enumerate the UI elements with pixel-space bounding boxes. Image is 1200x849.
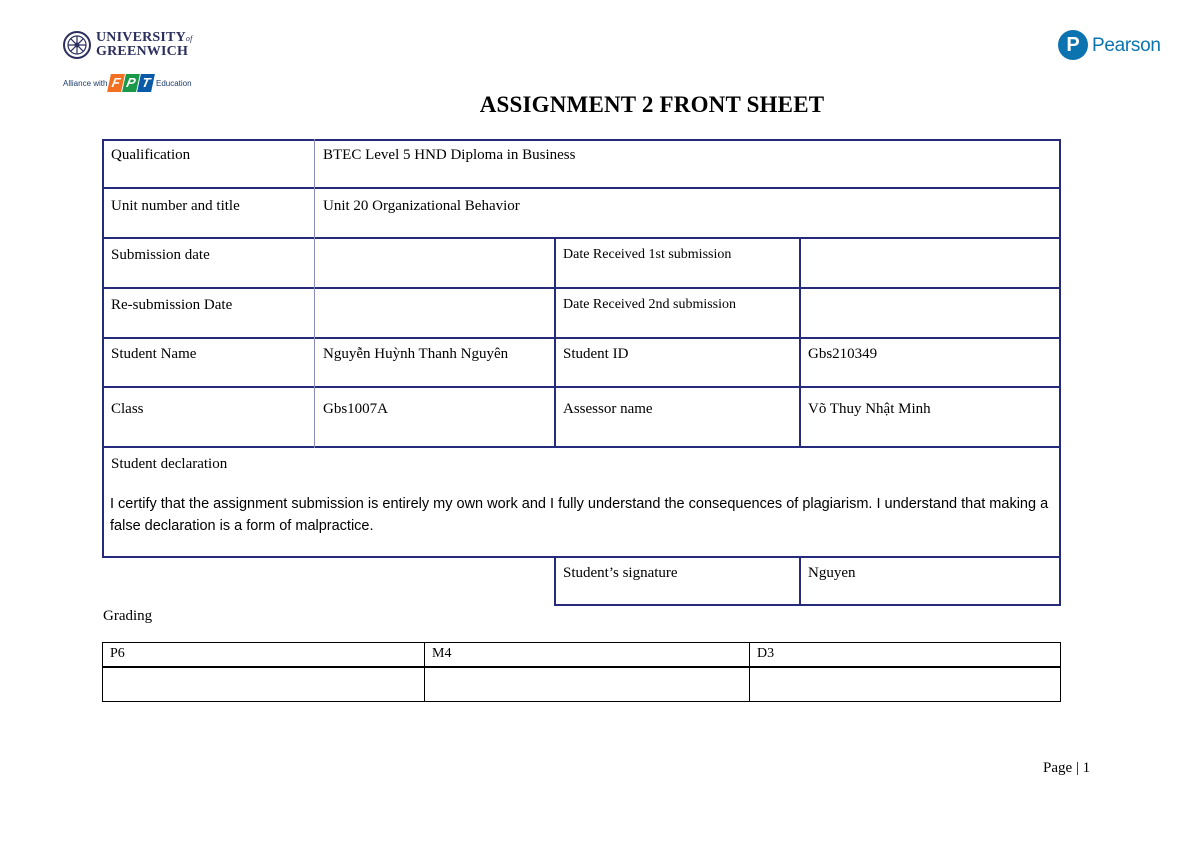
grading-table-border — [102, 642, 1061, 702]
grading-label: Grading — [103, 608, 153, 624]
pearson-p-icon: P — [1058, 30, 1088, 60]
grading-header-d3: D3 — [757, 646, 775, 661]
qualification-value: BTEC Level 5 HND Diploma in Business — [323, 147, 576, 163]
student-name-label: Student Name — [111, 346, 197, 362]
fpt-letter-f: F — [107, 74, 125, 92]
grid-line — [314, 139, 315, 189]
grid-line — [103, 139, 1061, 141]
grid-line — [799, 237, 801, 448]
student-id-value: Gbs210349 — [808, 346, 878, 362]
grading-col-divider — [749, 642, 750, 702]
grid-line — [103, 237, 1061, 239]
signature-value: Nguyen — [808, 565, 856, 581]
grid-line — [314, 187, 315, 448]
grid-line — [1059, 139, 1061, 606]
unit-label: Unit number and title — [111, 198, 240, 214]
declaration-text: I certify that the assignment submission is entirely my own work and I fully understand the consequences of plagiarism. I understand that making a false declaration is a form of malpractice. — [110, 496, 1049, 534]
grid-line — [103, 446, 1061, 448]
page-number: Page | 1 — [1043, 760, 1091, 776]
grid-line — [103, 187, 1061, 189]
alliance-prefix: Alliance with — [63, 79, 108, 88]
date-received-2-label: Date Received 2nd submission — [563, 297, 737, 312]
pearson-wordmark: Pearson — [1092, 35, 1161, 56]
student-id-label: Student ID — [563, 346, 629, 362]
university-line1: UNIVERSITYof — [96, 30, 193, 45]
university-of-greenwich-logo — [63, 30, 203, 62]
unit-value: Unit 20 Organizational Behavior — [323, 198, 520, 214]
grid-line — [102, 139, 104, 558]
assessor-label: Assessor name — [563, 401, 653, 417]
assessor-value: Võ Thuy Nhật Minh — [808, 401, 931, 417]
grid-line — [103, 556, 1061, 558]
pearson-logo — [1058, 30, 1168, 64]
grid-line — [103, 287, 1061, 289]
alliance-suffix: Education — [156, 79, 192, 88]
grid-line — [554, 556, 556, 606]
grading-row-divider — [102, 666, 1061, 668]
student-name-value: Nguyễn Huỳnh Thanh Nguyên — [323, 346, 509, 362]
grid-line — [799, 556, 801, 606]
document-title: ASSIGNMENT 2 FRONT SHEET — [479, 92, 825, 117]
fpt-letter-t: T — [137, 74, 155, 92]
grading-header-m4: M4 — [432, 646, 452, 661]
grid-line — [555, 604, 1061, 606]
university-line2: GREENWICH — [96, 44, 189, 59]
class-label: Class — [111, 401, 144, 417]
declaration-heading: Student declaration — [111, 456, 228, 472]
grading-col-divider — [424, 642, 425, 702]
class-value: Gbs1007A — [323, 401, 389, 417]
date-received-1-label: Date Received 1st submission — [563, 247, 732, 262]
qualification-label: Qualification — [111, 147, 191, 163]
fpt-letter-p: P — [122, 74, 140, 92]
grading-header-p6: P6 — [110, 646, 125, 661]
fpt-letter-blocks — [109, 74, 154, 92]
resubmission-date-label: Re-submission Date — [111, 297, 233, 313]
grid-line — [103, 337, 1061, 339]
grid-line — [554, 237, 556, 448]
submission-date-label: Submission date — [111, 247, 210, 263]
signature-label: Student’s signature — [563, 565, 678, 581]
grid-line — [103, 386, 1061, 388]
greenwich-seal-icon — [63, 31, 91, 59]
